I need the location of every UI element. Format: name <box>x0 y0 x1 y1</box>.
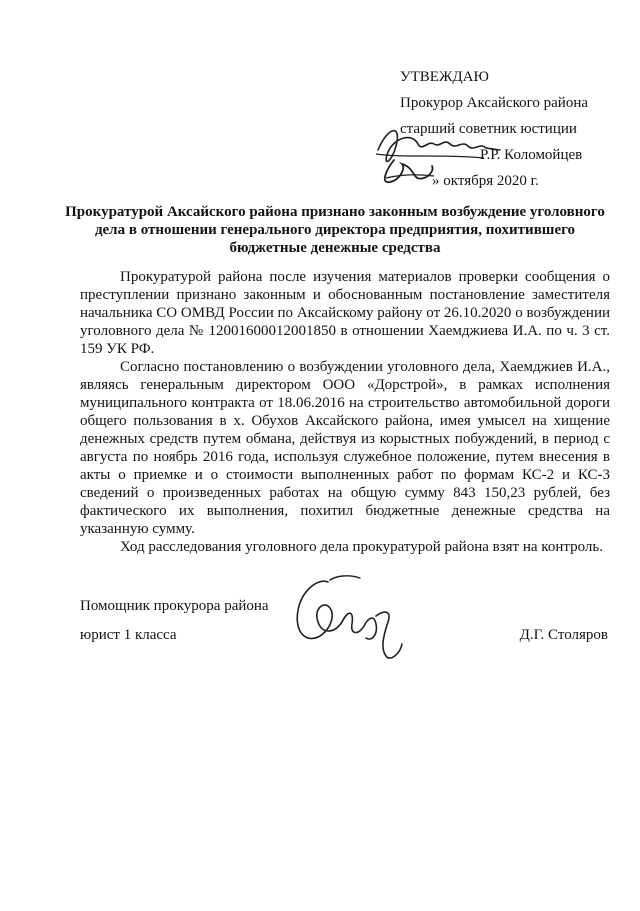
prosecutor-signature <box>372 118 504 196</box>
approval-rank: старший советник юстиции <box>400 121 577 137</box>
approval-position: Прокурор Аксайского района <box>400 95 589 111</box>
body-paragraph: Согласно постановлению о возбуждении уголовного дела, Хаемджиев И.А., являясь генеральным директором ООО «Дорстрой», в рамках исполнения муниципального контракта от 18.06.2016 на строительство автомобильной дороги общего пользования в х. Обухов Аксайского района, имея умысел на хищение денежных средств путем обмана, действуя из корыстных побуждений, в период с августа по ноябрь 2016 года, используя служебное положение, путем внесения в акты о приемке и о стоимости выполненных работ по формам КС-2 и КС-3 сведений о произведенных работах на общую сумму 843 150,23 рублей, без фактического их выполнения, похитил бюджетные денежные средства на указанную сумму. <box>80 359 610 537</box>
document-title: Прокуратурой Аксайского района признано законным возбуждение уголовного дела в отношении генерального директора предприятия, похитившего бюджетные денежные средства <box>65 204 605 256</box>
approval-name: Р.Р. Коломойцев <box>480 147 583 163</box>
body-paragraph: Ход расследования уголовного дела прокуратурой района взят на контроль. <box>120 539 603 555</box>
assistant-signature <box>288 570 410 670</box>
signer-class: юрист 1 класса <box>80 627 177 643</box>
approval-date: » октября 2020 г. <box>432 173 539 189</box>
body-paragraph: Прокуратурой района после изучения материалов проверки сообщения о преступлении признано законным и обоснованным постановление заместителя начальника СО ОМВД России по Аксайскому району от 26.10.2020 о возбуждении уголовного дела № 12001600012001850 в отношении Хаемджиева И.А. по ч. 3 ст. 159 УК РФ. <box>80 269 610 357</box>
document-body <box>80 268 610 556</box>
signer-name: Д.Г. Столяров <box>519 627 608 643</box>
signer-position: Помощник прокурора района <box>80 598 269 614</box>
approval-heading: УТВЕЖДАЮ <box>400 69 489 85</box>
